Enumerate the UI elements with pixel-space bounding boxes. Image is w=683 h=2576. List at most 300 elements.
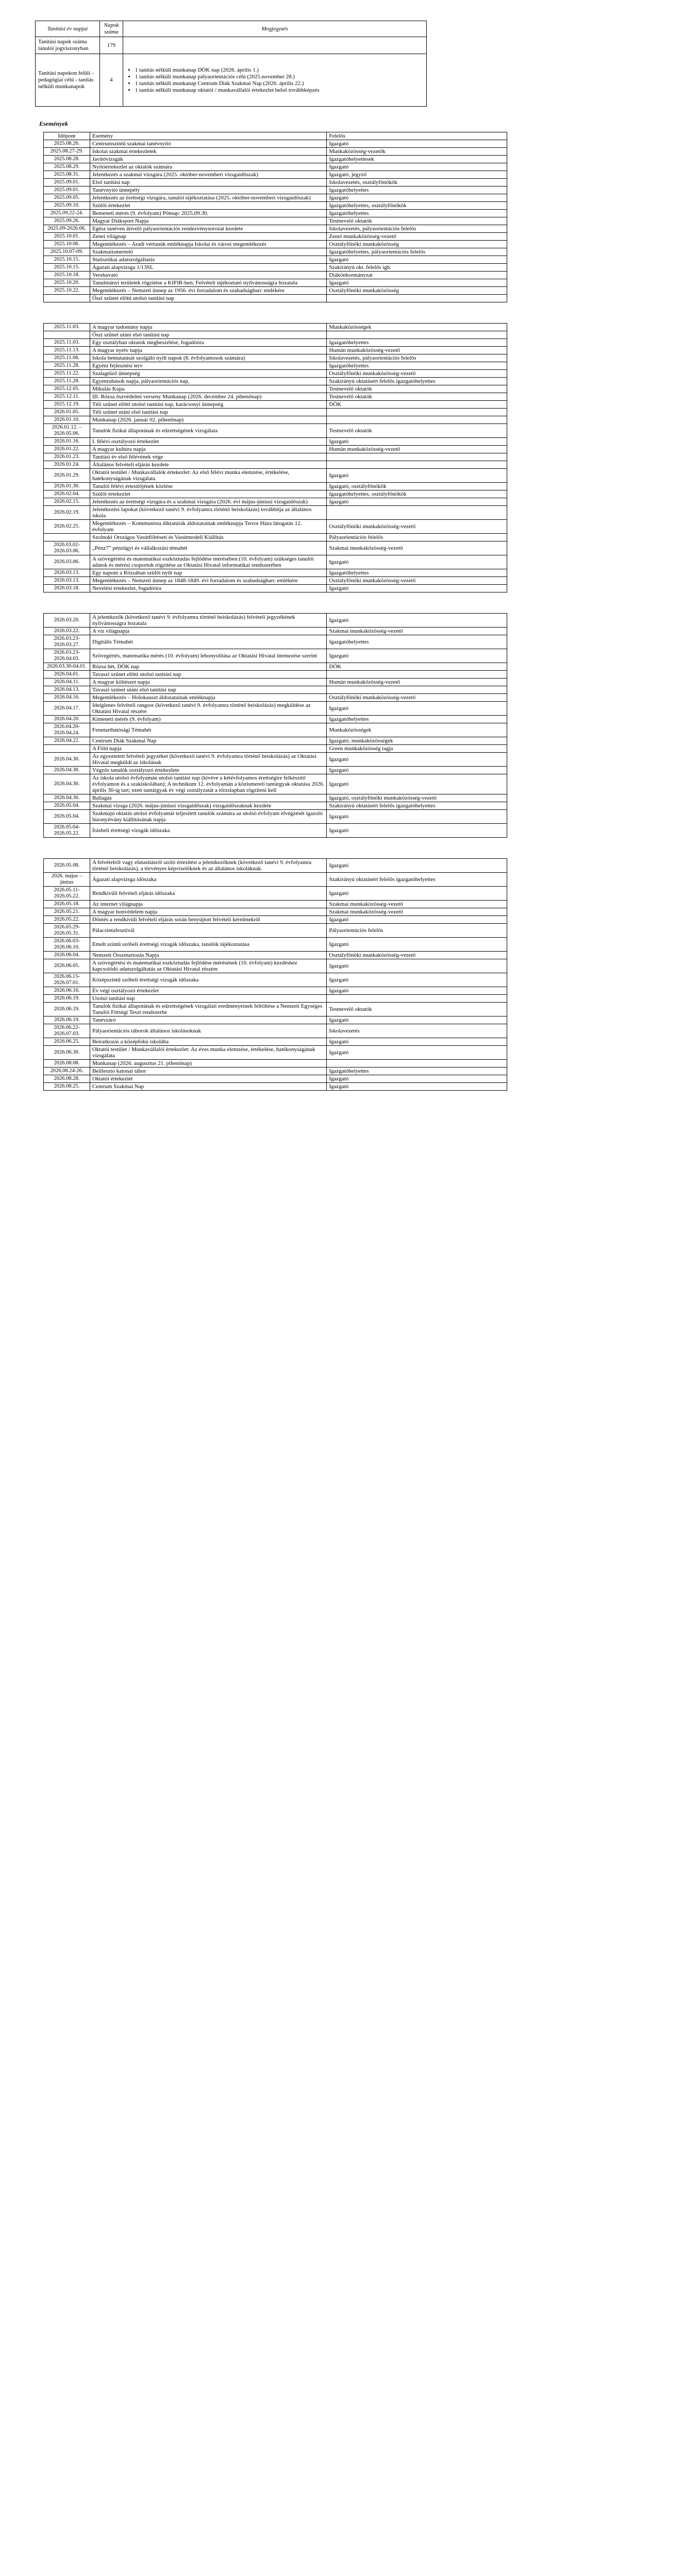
- event-row: [44, 959, 507, 973]
- event-owner: Igazgató: [327, 256, 507, 264]
- event-date: 2026.05.08.: [44, 859, 90, 873]
- event-description: Iskolai szakmai értekezletek: [90, 148, 326, 156]
- event-owner: Testnevelő oktatók: [327, 424, 507, 438]
- event-description: Jelentkezés az érettségi vizsgára és a szakmai vizsgára (2026. évi május-júniusi vizsgaidőszak): [90, 498, 326, 506]
- event-description: Szülői értekezlet: [90, 202, 326, 210]
- event-description: Jelentkezés az érettségi vizsgára, tanulói tájékoztatása (2025. október-novemberi vizsgaidőszak): [90, 194, 326, 202]
- event-date: 2026.05.29-2026.05.31.: [44, 924, 90, 938]
- event-date: 2026.03.23-2026.03.27.: [44, 635, 90, 649]
- summary-notes: [123, 54, 426, 107]
- event-description: Megemlékezés – Holokauszt áldozatainak emléknapja: [90, 694, 326, 702]
- event-date: 2026.03.18.: [44, 585, 90, 592]
- event-row: [44, 745, 507, 753]
- event-date: 2026.03.20.: [44, 614, 90, 628]
- event-row: [44, 973, 507, 987]
- summary-note: • 1 tanítás nélküli munkanap DÖK nap (2026. április 1.): [135, 67, 424, 74]
- event-owner: Osztályfőnöki munkaközösség-vezető: [327, 370, 507, 378]
- event-row: [44, 378, 507, 385]
- event-date: 2026.02.25.: [44, 520, 90, 534]
- event-description: A magyar tudomány napja: [90, 324, 326, 331]
- event-row: [44, 202, 507, 210]
- event-row: [44, 694, 507, 702]
- event-owner: Igazgató: [327, 1046, 507, 1060]
- event-date: 2026.05.11-2026.05.22.: [44, 887, 90, 901]
- event-owner: Igazgató, munkaközösségek: [327, 737, 507, 745]
- event-date: 2025.11.28.: [44, 362, 90, 370]
- event-description: A magyar kultúra napja: [90, 446, 326, 453]
- event-description: Tanítási év első félévének vége: [90, 453, 326, 461]
- event-date: 2025.11.13.: [44, 347, 90, 354]
- summary-label: Tanítási napokon felüli - pedagógiai célú - tanítás nélküli munkanapok: [36, 54, 100, 107]
- event-date: 2026.06.19.: [44, 1003, 90, 1016]
- events-header-owner: Felelős: [327, 132, 507, 140]
- event-description: A Föld napja: [90, 745, 326, 753]
- event-description: Statisztikai adatszolgáltatás: [90, 256, 326, 264]
- event-row: [44, 264, 507, 272]
- event-description: Őszi szünet utáni első tanítási nap: [90, 331, 326, 339]
- event-row: [44, 702, 507, 716]
- event-owner: Igazgató, jegyző: [327, 171, 507, 179]
- event-date: 2026.05.04.: [44, 810, 90, 824]
- event-description: Egyéni fejlesztési terv: [90, 362, 326, 370]
- event-row: [44, 156, 507, 163]
- event-date: 2026.01.10.: [44, 416, 90, 424]
- event-owner: Igazgató: [327, 767, 507, 774]
- event-description: Egy napom a Rózsában szülői nyílt nap: [90, 569, 326, 577]
- events-header-date: Időpont: [44, 132, 90, 140]
- event-description: Tanulók fizikai állapotának és edzettségének vizsgálati eredményeinek feltöltése a Nemzeti Egységes Tanulói Fittségi Teszt rendszerbe: [90, 1003, 326, 1016]
- event-date: 2026.03.30-04.01.: [44, 663, 90, 671]
- event-row: [44, 272, 507, 279]
- event-row: [44, 248, 507, 256]
- event-row: [44, 347, 507, 354]
- event-owner: [327, 416, 507, 424]
- summary-note: • 1 tanítás nélküli munkanap pályaorientációs célú (2025.november 28.): [135, 74, 424, 80]
- event-description: Tavaszi szünet utáni első tanítási nap: [90, 686, 326, 694]
- event-row: [44, 324, 507, 331]
- event-description: Egyenruhások napja, pályaorientációs nap,: [90, 378, 326, 385]
- event-row: [44, 635, 507, 649]
- event-row: [44, 469, 507, 483]
- event-owner: Igazgató: [327, 987, 507, 995]
- event-description: Az iskola utolsó évfolyamán utolsó tanítási nap (kivéve a kétévfolyamos érettségire felkészítő évfolyamon és a szakiskolában); A technikum 12. évfolyamán a közismereti tantárgyak oktatása 2026. április 30-ig tart; ezen tantárgyak év végi osztályzatát a törzslapban rögzíteni kell: [90, 774, 326, 794]
- event-description: Munkanap (2026. január 02. pihenőnap): [90, 416, 326, 424]
- event-description: A felvételről vagy elutasításról szóló értesítést a jelentkezőknek (következő tanévi 9. évfolyamra történő beiskolázás), a törvényes képviselőknek és az általános iskoláknak.: [90, 859, 326, 873]
- event-date: 2026.06.19.: [44, 995, 90, 1003]
- event-row: [44, 401, 507, 409]
- event-row: [44, 331, 507, 339]
- event-owner: Igazgató, osztályfőnöki munkaközösség-vezető: [327, 794, 507, 802]
- event-owner: Testnevelő oktatók: [327, 393, 507, 401]
- event-owner: Szakmai munkaközösség-vezető: [327, 628, 507, 635]
- event-date: 2026.06.19.: [44, 1016, 90, 1024]
- event-date: 2026.06.25.: [44, 1038, 90, 1046]
- event-owner: Humán munkaközösség-vezető: [327, 679, 507, 686]
- event-date: 2026.05.04-2026.05.22.: [44, 824, 90, 838]
- event-description: Szakmai vizsga (2026. május-júniusi vizsgaidőszak) vizsgaidőszaknak kezdete: [90, 802, 326, 810]
- event-date: 2025.11.28.: [44, 378, 90, 385]
- event-date: 2025.12.05.: [44, 385, 90, 393]
- event-row: [44, 453, 507, 461]
- event-owner: Szakirányú oktatásért felelős igazgatóhelyettes: [327, 378, 507, 385]
- event-owner: Testnevelő oktatók: [327, 385, 507, 393]
- event-owner: Osztályfőnöki munkaközösség: [327, 241, 507, 248]
- event-date: 2025.10.22.: [44, 287, 90, 295]
- event-description: Tanévzáró: [90, 1016, 326, 1024]
- event-date: 2026.02.19.: [44, 506, 90, 520]
- event-row: [44, 1067, 507, 1075]
- event-description: Megemlékezés – Aradi vértanúk emléknapja Iskolai és városi megemlékezés: [90, 241, 326, 248]
- event-description: Pályaorientációs táborok általános iskolásoknak: [90, 1024, 326, 1038]
- summary-note: • 1 tanítás nélküli munkanap oktatói / munkavállalói értekezlet belső továbbképzés: [135, 87, 424, 94]
- event-row: [44, 438, 507, 446]
- events-header-row: [44, 132, 507, 140]
- event-owner: Szakmai munkaközösség-vezető: [327, 541, 507, 555]
- event-date: 2026.05.21.: [44, 908, 90, 916]
- event-owner: Igazgató, osztályfőnökök: [327, 483, 507, 490]
- event-row: [44, 671, 507, 679]
- event-date: 2026.03.13.: [44, 577, 90, 585]
- event-description: Az egyeztetett felvételi jegyzéket (következő tanévi 9. évfolyamra történő beiskolázás) az Oktatási Hivatal megküldi az iskolának: [90, 753, 326, 767]
- event-description: Egész tanéven átívelő pályaorientációs rendezvénysorozat kezdete: [90, 225, 326, 233]
- event-description: A szövegértési és matematikai eszköztudás fejlődése mérésének (10. évfolyam) kezdéshez kapcsolódó adatszolgáltatás az Oktatási Hivatal részére: [90, 959, 326, 973]
- event-date: 2026.04.20-2026.04.24.: [44, 723, 90, 737]
- event-description: Oktatói értekezlet: [90, 1075, 326, 1083]
- event-date: 2026.02.15.: [44, 498, 90, 506]
- document-page-4: [0, 858, 683, 1091]
- event-owner: Testnevelő oktatók: [327, 217, 507, 225]
- event-description: Magyar Diáksport Napja: [90, 217, 326, 225]
- event-date: 2026.01.22.: [44, 446, 90, 453]
- event-row: [44, 295, 507, 302]
- event-date: 2026. május – június: [44, 873, 90, 887]
- event-description: Iskola bemutatását szolgáló nyílt napok (8. évfolyamosok számára): [90, 354, 326, 362]
- event-description: Szakmajú oktatás utolsó évfolyamát teljesített tanulók számára az utolsó évfolyam elvégzését igazoló bizonyítvány kiállításának napja: [90, 810, 326, 824]
- event-row: [44, 569, 507, 577]
- event-owner: [327, 1060, 507, 1067]
- event-row: [44, 506, 507, 520]
- event-owner: [327, 995, 507, 1003]
- event-owner: Igazgató: [327, 702, 507, 716]
- event-owner: Szakirányú oktatásért felelős igazgatóhelyettes: [327, 873, 507, 887]
- event-date: 2026.08.28.: [44, 1075, 90, 1083]
- event-owner: Iskolavezetés: [327, 1024, 507, 1038]
- summary-table: [35, 21, 427, 107]
- event-owner: Igazgató: [327, 614, 507, 628]
- event-date: 2026.08.25.: [44, 1083, 90, 1091]
- event-description: Verebavató: [90, 272, 326, 279]
- summary-header-count: Napok száma: [99, 21, 123, 37]
- event-date: 2025.09.26.: [44, 217, 90, 225]
- event-row: [44, 824, 507, 838]
- event-owner: Munkaközösségek: [327, 324, 507, 331]
- event-date: 2026.08.08.: [44, 1060, 90, 1067]
- event-row: [44, 541, 507, 555]
- event-owner: Iskolavezetés, pályaorientációs felelős: [327, 225, 507, 233]
- document-page-3: [0, 613, 683, 838]
- events-table: [43, 132, 507, 302]
- event-date: 2025.09-2026.06.: [44, 225, 90, 233]
- event-description: Tavaszi szünet előtti utolsó tanítási nap: [90, 671, 326, 679]
- event-row: [44, 490, 507, 498]
- event-owner: Igazgatóhelyettes: [327, 569, 507, 577]
- event-description: Döntés a rendkívüli felvételi eljárás során benyújtott felvételi kérelmekről: [90, 916, 326, 924]
- event-row: [44, 210, 507, 217]
- event-date: 2026.05.22.: [44, 916, 90, 924]
- event-description: Jelentkezés a szakmai vizsgára (2025. október-novemberi vizsgaidőszak): [90, 171, 326, 179]
- event-row: [44, 1024, 507, 1038]
- event-owner: Pályaorientációs felelős: [327, 924, 507, 938]
- event-description: Írásbeli érettségi vizsgák időszaka: [90, 824, 326, 838]
- event-row: [44, 279, 507, 287]
- event-row: [44, 354, 507, 362]
- event-owner: Igazgatóhelyettes, osztályfőnökök: [327, 490, 507, 498]
- summary-row: [36, 54, 427, 107]
- event-owner: Igazgató: [327, 498, 507, 506]
- summary-header-row: [36, 21, 427, 37]
- event-description: A víz világnapja: [90, 628, 326, 635]
- event-description: Mikulás Kupa: [90, 385, 326, 393]
- event-owner: Igazgatóhelyettes: [327, 716, 507, 723]
- event-date: 2025.09.01.: [44, 187, 90, 194]
- event-row: [44, 924, 507, 938]
- event-description: Első tanítási nap: [90, 179, 326, 187]
- event-date: 2025.10.15.: [44, 256, 90, 264]
- event-description: Ideiglenes felvételi rangsor (következő tanévi 9. évfolyamra történő beiskolázás) megküldése az Oktatási Hivatal részére: [90, 702, 326, 716]
- event-date: 2026.01.29.: [44, 469, 90, 483]
- event-description: Beilleszto katonai tábor: [90, 1067, 326, 1075]
- event-owner: [327, 671, 507, 679]
- event-date: 2026.03.22.: [44, 628, 90, 635]
- event-date: 2025.11.03.: [44, 324, 90, 331]
- event-row: [44, 370, 507, 378]
- event-description: Utolsó tanítási nap: [90, 995, 326, 1003]
- event-row: [44, 385, 507, 393]
- event-description: Megemlékezés – Kommunista diktatúrák áldozatainak emléknapja Terror Háza látogatás 12. évfolyam: [90, 520, 326, 534]
- event-row: [44, 995, 507, 1003]
- event-owner: Munkaközösségek: [327, 723, 507, 737]
- event-row: [44, 241, 507, 248]
- event-date: 2026.01.16.: [44, 438, 90, 446]
- event-date: 2025.10.06.: [44, 241, 90, 248]
- event-description: III. Rózsa őszvédelmi verseny Munkanap (2026. december 24. pihenőnap): [90, 393, 326, 401]
- event-owner: Igazgató: [327, 1038, 507, 1046]
- event-owner: Pályaorientációs felelős: [327, 534, 507, 541]
- event-date: 2026.05.04.: [44, 802, 90, 810]
- event-owner: [327, 295, 507, 302]
- event-row: [44, 679, 507, 686]
- summary-header-days: Tanítási év napjai: [36, 21, 100, 37]
- event-date: 2026.04.22.: [44, 737, 90, 745]
- event-description: Kimeneti mérés (9. évfolyam): [90, 716, 326, 723]
- event-row: [44, 753, 507, 767]
- event-date: 2026.04.20.: [44, 716, 90, 723]
- event-date: 2025.10.15.: [44, 264, 90, 272]
- event-description: Nevelési értekezlet, fogadóóra: [90, 585, 326, 592]
- event-owner: Diákönkormányzat: [327, 272, 507, 279]
- event-description: Rendkívüli felvételi eljárás időszaka: [90, 887, 326, 901]
- event-date: 2026.01.23.: [44, 453, 90, 461]
- event-date: 2025.12.19.: [44, 401, 90, 409]
- event-date: 2025.08.29.: [44, 163, 90, 171]
- event-owner: [327, 409, 507, 416]
- event-description: Általános felvételi eljárás kezdete: [90, 461, 326, 469]
- event-description: Végzős tanulók osztályozó értekezlete: [90, 767, 326, 774]
- event-owner: Szakirányú okt. felelős igh.: [327, 264, 507, 272]
- event-row: [44, 859, 507, 873]
- events-table: [43, 858, 507, 1091]
- event-row: [44, 802, 507, 810]
- event-owner: Osztályfőnöki munkaközösség-vezető: [327, 952, 507, 959]
- event-date: 2026.06.04.: [44, 952, 90, 959]
- event-description: Tanulói félévi értesítőjének közlése: [90, 483, 326, 490]
- event-date: 2026.04.30.: [44, 774, 90, 794]
- event-row: [44, 614, 507, 628]
- event-row: [44, 577, 507, 585]
- event-date: 2026.03.13.: [44, 569, 90, 577]
- event-date: 2025.08.26.: [44, 140, 90, 148]
- event-description: Beiratkozás a középfokú iskolába: [90, 1038, 326, 1046]
- event-date: 2025.09.01.: [44, 179, 90, 187]
- event-date: 2026.01.24.: [44, 461, 90, 469]
- event-owner: Munkaközösség-vezetők: [327, 148, 507, 156]
- event-row: [44, 339, 507, 347]
- event-date: [44, 295, 90, 302]
- event-row: [44, 1003, 507, 1016]
- event-owner: [327, 453, 507, 461]
- event-date: 2026.02.04.: [44, 490, 90, 498]
- event-date: 2026.03.23-2026.04.03.: [44, 649, 90, 663]
- event-owner: Igazgatóhelyettes: [327, 1067, 507, 1075]
- event-owner: Igazgató: [327, 959, 507, 973]
- event-row: [44, 416, 507, 424]
- event-date: 2025.10.01.: [44, 233, 90, 241]
- summary-count: 179: [99, 37, 123, 54]
- event-row: [44, 737, 507, 745]
- event-row: [44, 498, 507, 506]
- event-date: [44, 331, 90, 339]
- event-row: [44, 148, 507, 156]
- event-owner: Igazgató: [327, 774, 507, 794]
- event-description: Téli szünet utáni első tanítási nap: [90, 409, 326, 416]
- event-owner: Igazgató: [327, 810, 507, 824]
- event-owner: Igazgató: [327, 1075, 507, 1083]
- event-description: Szövegértés, matematika mérés (10. évfolyam) lebonyolítása az Oktatási Hivatal ütemezése szerint: [90, 649, 326, 663]
- event-date: 2025.08.28.: [44, 156, 90, 163]
- event-row: [44, 171, 507, 179]
- event-description: Középszintű szóbeli érettségi vizsgák időszaka: [90, 973, 326, 987]
- event-row: [44, 1083, 507, 1091]
- event-date: 2025.08.27-29.: [44, 148, 90, 156]
- event-row: [44, 1038, 507, 1046]
- event-row: [44, 794, 507, 802]
- event-owner: Igazgatóhelyettes, pályaorientációs felelős: [327, 248, 507, 256]
- event-owner: Igazgató: [327, 438, 507, 446]
- event-date: 2026.03.06.: [44, 555, 90, 569]
- event-date: 2026.04.13.: [44, 686, 90, 694]
- event-date: 2026.06.03-2026.06.10.: [44, 938, 90, 952]
- event-description: Bemeneti mérés (9. évfolyam) Pótnap: 2025.09.30.: [90, 210, 326, 217]
- document-page-1: [0, 0, 683, 302]
- event-description: Megemlékezés – Nemzeti ünnep az 1848-1849. évi forradalom és szabadságharc emlékére: [90, 577, 326, 585]
- event-description: Oktatói testület / Munkavállalók értekezlet: Az első félévi munka elemzése, értékelése, hatékonyságának vizsgálata: [90, 469, 326, 483]
- event-owner: Igazgató: [327, 469, 507, 483]
- event-description: Nemzeti Összetartozás Napja: [90, 952, 326, 959]
- event-description: Javítóvizsgák: [90, 156, 326, 163]
- event-description: Megemlékezés – Nemzeti ünnep az 1956. évi forradalom és szabadságharc emlékére: [90, 287, 326, 295]
- event-row: [44, 217, 507, 225]
- event-description: Szalagtűző ünnepség: [90, 370, 326, 378]
- event-date: 2026.05.18.: [44, 901, 90, 908]
- event-owner: Igazgató: [327, 194, 507, 202]
- event-description: Téli szünet előtti utolsó tanítási nap, karácsonyi ünnepség: [90, 401, 326, 409]
- event-owner: Igazgató: [327, 824, 507, 838]
- event-owner: Igazgató: [327, 279, 507, 287]
- event-row: [44, 767, 507, 774]
- event-description: A jelentkezők (következő tanévi 9. évfolyamra történő beiskolázás) felvételi jegyzékének nyilvánosságra hozatala: [90, 614, 326, 628]
- event-row: [44, 908, 507, 916]
- event-row: [44, 1075, 507, 1083]
- summary-header-notes: Megjegyzés: [123, 21, 426, 37]
- event-date: 2026.04.11.: [44, 679, 90, 686]
- event-owner: Zenei munkaközösség-vezető: [327, 233, 507, 241]
- event-owner: Testnevelő oktatók: [327, 1003, 507, 1016]
- event-date: 2026.04.01.: [44, 671, 90, 679]
- event-owner: DÖK: [327, 401, 507, 409]
- event-owner: Iskolavezetés, pályaorientációs felelős: [327, 354, 507, 362]
- event-row: [44, 194, 507, 202]
- event-row: [44, 774, 507, 794]
- event-owner: Igazgató: [327, 887, 507, 901]
- event-row: [44, 716, 507, 723]
- event-row: [44, 225, 507, 233]
- event-description: Jelentkezési lapokat (következő tanévi 9. évfolyamra történő beiskolázás) továbbítja az általános iskola: [90, 506, 326, 520]
- event-date: 2026.06.30.: [44, 1046, 90, 1060]
- event-description: Fenntarthatósági Témahét: [90, 723, 326, 737]
- event-description: I. félévi osztályozó értekezlet: [90, 438, 326, 446]
- event-description: Év végi osztályozó értekezlet: [90, 987, 326, 995]
- event-owner: Igazgatóhelyettes: [327, 187, 507, 194]
- event-owner: Igazgató: [327, 1016, 507, 1024]
- event-row: [44, 585, 507, 592]
- event-row: [44, 163, 507, 171]
- event-date: 2026.04.30.: [44, 767, 90, 774]
- summary-row: [36, 37, 427, 54]
- event-row: [44, 901, 507, 908]
- event-row: [44, 534, 507, 541]
- event-date: 2026.04.30.: [44, 753, 90, 767]
- event-row: [44, 628, 507, 635]
- event-description: Egy osztályban oktatók megbeszélése, fogadóóra: [90, 339, 326, 347]
- event-row: [44, 987, 507, 995]
- event-owner: Igazgató: [327, 916, 507, 924]
- event-row: [44, 393, 507, 401]
- event-description: Pálacsintafesztivál: [90, 924, 326, 938]
- summary-count: 4: [99, 54, 123, 107]
- event-row: [44, 287, 507, 295]
- event-owner: Humán munkaközösség-vezető: [327, 446, 507, 453]
- event-description: Az internet világnapja: [90, 901, 326, 908]
- event-date: 2026.04.16.: [44, 694, 90, 702]
- event-owner: Igazgató: [327, 859, 507, 873]
- event-date: 2025.09.10.: [44, 202, 90, 210]
- events-table: [43, 323, 507, 592]
- event-owner: Osztályfőnöki munkaközösség-vezető: [327, 520, 507, 534]
- event-date: 2026.06.05.: [44, 959, 90, 973]
- event-owner: Szakmai munkaközösség-vezető: [327, 901, 507, 908]
- event-owner: Igazgatóhelyettes: [327, 635, 507, 649]
- event-date: 2025.08.31.: [44, 171, 90, 179]
